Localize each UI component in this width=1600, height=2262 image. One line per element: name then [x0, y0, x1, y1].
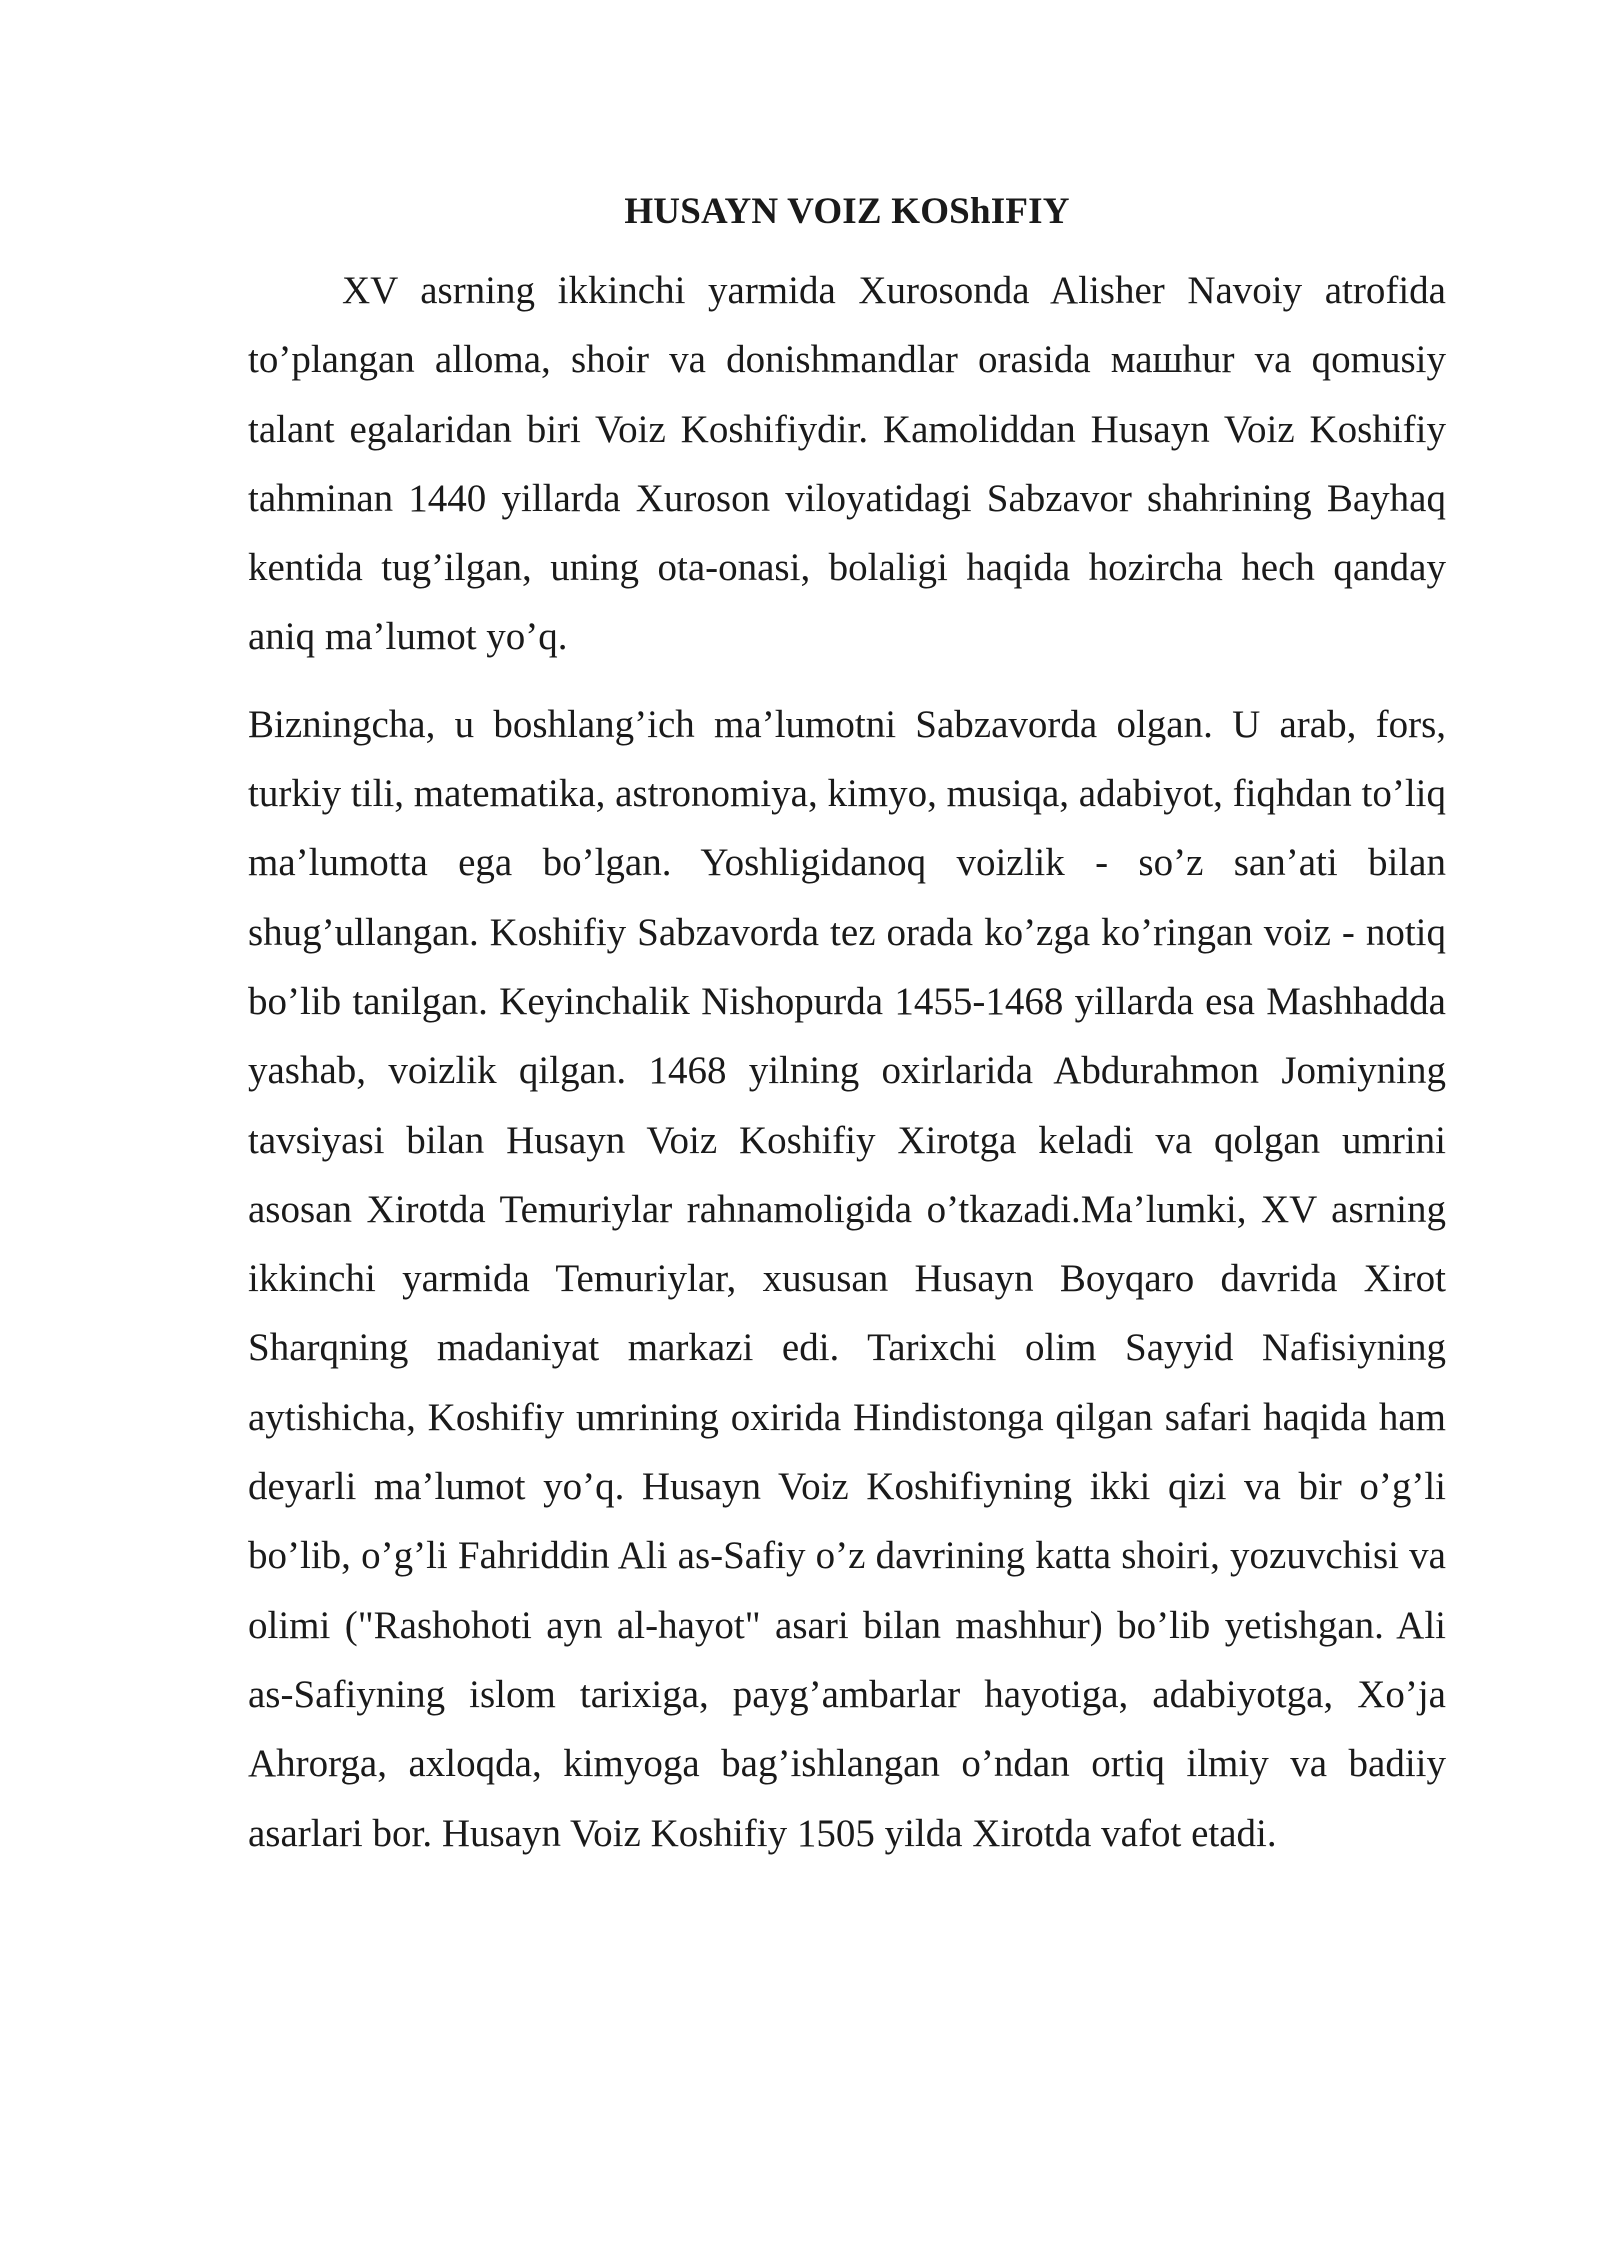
- document-body: [248, 186, 1446, 1868]
- paragraph-biography: Bizningcha, u boshlang’ich ma’lumotni Sabzavorda olgan. U arab, fors, turkiy tili, matematika, astronomiya, kimyo, musiqa, adabiyot, fiqhdan to’liq ma’lumotta ega bo’lgan. Yoshligidanoq voizlik - so’z san’ati bilan shug’ullangan. Koshifiy Sabzavorda tez orada ko’zga ko’ringan voiz - notiq bo’lib tanilgan. Keyinchalik Nishopurda 1455-1468 yillarda esa Mashhadda yashab, voizlik qilgan. 1468 yilning oxirlarida Abdurahmon Jomiyning tavsiyasi bilan Husayn Voiz Koshifiy Xirotga keladi va qolgan umrini asosan Xirotda Temuriylar rahnamoligida o’tkazadi.Ma’lumki, XV asrning ikkinchi yarmida Temuriylar, xususan Husayn Boyqaro davrida Xirot Sharqning madaniyat markazi edi. Tarixchi olim Sayyid Nafisiyning aytishicha, Koshifiy umrining oxirida Hindistonga qilgan safari haqida ham deyarli ma’lumot yo’q. Husayn Voiz Koshifiyning ikki qizi va bir o’g’li bo’lib, o’g’li Fahriddin Ali as-Safiy o’z davrining katta shoiri, yozuvchisi va olimi ("Rashohoti ayn al-hayot" asari bilan mashhur) bo’lib yetishgan. Ali as-Safiyning islom tarixiga, payg’ambarlar hayotiga, adabiyotga, Xo’ja Ahrorga, axloqda, kimyoga bag’ishlangan o’ndan ortiq ilmiy va badiiy asarlari bor. Husayn Voiz Koshifiy 1505 yilda Xirotda vafot etadi.: [248, 702, 1446, 1855]
- paragraph-intro: XV asrning ikkinchi yarmida Xurosonda Alisher Navoiy atrofida to’plangan alloma, shoir va donishmandlar orasida машhur va qomusiy talant egalaridan biri Voiz Koshifiydir. Kamoliddan Husayn Voiz Koshifiy tahminan 1440 yillarda Xuroson viloyatidagi Sabzavor shahrining Bayhaq kentida tug’ilgan, uning ota-onasi, bolaligi haqida hozircha hech qanday aniq ma’lumot yo’q.: [248, 269, 1446, 659]
- page-title: HUSAYN VOIZ KOShIFIY: [624, 191, 1070, 232]
